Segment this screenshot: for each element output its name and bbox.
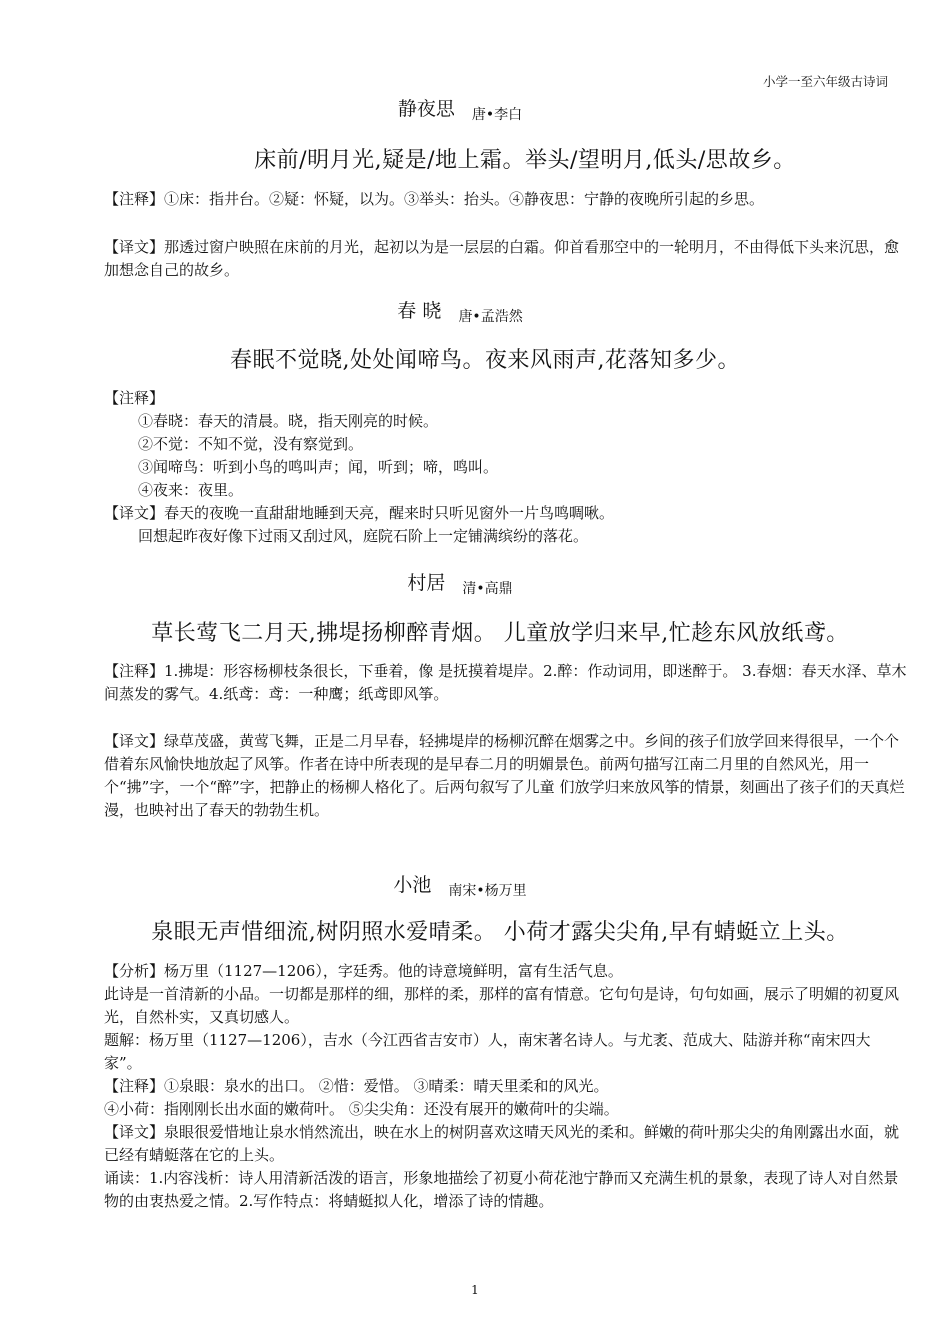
- translation-line: 【译文】春天的夜晚一直甜甜地睡到天亮，醒来时只听见窗外一片鸟鸣啁啾。: [104, 504, 615, 522]
- poem-verse-3: 草长莺飞二月天,拂堤扬柳醉青烟。 儿童放学归来早,忙趁东风放纸鸢。: [151, 621, 849, 646]
- poem-title-1: [300, 94, 620, 121]
- note-item: ④夜来：夜里。: [138, 481, 244, 499]
- poem-notes: 【注释】①泉眼：泉水的出口。 ②惜：爱惜。 ③晴柔：晴天里柔和的风光。: [104, 1077, 609, 1095]
- note-item: ③闻啼鸟：听到小鸟的鸣叫声；闻，听到；啼，鸣叫。: [138, 458, 499, 476]
- poem-translation: 【译文】泉眼很爱惜地让泉水悄然流出，映在水上的树阴喜欢这晴天风光的柔和。鲜嫩的荷叶那尖尖的角刚露出水面，就已经有蜻蜓落在它的上头。: [104, 1123, 900, 1164]
- translation-line: 回想起昨夜好像下过雨又刮过风，庭院石阶上一定铺满缤纷的落花。: [138, 527, 589, 545]
- poem-description: 此诗是一首清新的小品。一切都是那样的细，那样的柔，那样的富有情意。它句句是诗，句句如画，展示了明媚的初夏风光，自然朴实，又真切感人。: [104, 985, 900, 1026]
- poem-title-2: [300, 296, 620, 323]
- header-note: 小学一至六年级古诗词: [762, 74, 888, 89]
- poem-title-4: [300, 870, 620, 897]
- poem-title-text: 春 晓: [397, 300, 442, 322]
- page-number: 1: [471, 1283, 479, 1297]
- poem-title-3: [300, 568, 620, 595]
- poem-title-text: 村居: [407, 572, 446, 594]
- poem-verse-2: 春眠不觉晓,处处闻啼鸟。夜来风雨声,花落知多少。: [230, 348, 740, 373]
- poem-notes-2: [104, 387, 907, 548]
- poem-body-4: [104, 960, 907, 1213]
- notes-label: 【注释】: [104, 389, 165, 407]
- poem-author: 南宋•杨万里: [448, 883, 527, 899]
- poem-notes-3: 【注释】1.拂堤：形容杨柳枝条很长，下垂着，像 是抚摸着堤岸。2.醉：作动词用，即迷醉于。 3.春烟：春天水泽、草木间蒸发的雾气。4.纸鸢：鸢：一种鹰；纸鸢即风筝。: [104, 662, 907, 703]
- poem-author: 唐•孟浩然: [458, 309, 523, 325]
- poem-verse-1: 床前/明月光,疑是/地上霜。举头/望明月,低头/思故乡。: [254, 148, 796, 173]
- poem-notes: ④小荷：指刚刚长出水面的嫩荷叶。 ⑤尖尖角：还没有展开的嫩荷叶的尖端。: [104, 1100, 619, 1118]
- poem-analysis: 【分析】杨万里（1127—1206），字廷秀。他的诗意境鲜明，富有生活气息。: [104, 962, 623, 980]
- poem-title-text: 小池: [393, 874, 432, 896]
- poem-author: 清•高鼎: [462, 581, 513, 597]
- poem-reading: 诵读：1.内容浅析：诗人用清新活泼的语言，形象地描绘了初夏小荷花池宁静而又充满生机的景象，表现了诗人对自然景物的由衷热爱之情。2.写作特点：将蜻蜓拟人化，增添了诗的情趣。: [104, 1169, 899, 1210]
- note-item: ①春晓：春天的清晨。晓，指天刚亮的时候。: [138, 412, 439, 430]
- poem-author: 唐•李白: [471, 107, 523, 123]
- poem-notes-1: 【注释】①床：指井台。②疑：怀疑，以为。③举头：抬头。④静夜思：宁静的夜晚所引起的乡思。: [104, 190, 765, 208]
- poem-explanation: 题解：杨万里（1127—1206），吉水（今江西省吉安市）人，南宋著名诗人。与尤袤、范成大、陆游并称“南宋四大家”。: [104, 1031, 871, 1072]
- poem-translation-1: 【译文】那透过窗户映照在床前的月光，起初以为是一层层的白霜。仰首看那空中的一轮明月，不由得低下头来沉思，愈加想念自己的故乡。: [104, 238, 900, 279]
- poem-translation-3: 【译文】绿草茂盛，黄莺飞舞，正是二月早春，轻拂堤岸的杨柳沉醉在烟雾之中。乡间的孩子们放学回来得很早，一个个借着东风愉快地放起了风筝。作者在诗中所表现的是早春二月的明媚景色。前两句描写江南二月里的自然风光，用一个“拂”字，一个“醉”字，把静止的杨柳人格化了。后两句叙写了儿童 们放学归来放风筝的情景，刻画出了孩子们的天真烂漫，也映衬出了春天的勃勃生机。: [104, 732, 905, 819]
- poem-verse-4: 泉眼无声惜细流,树阴照水爱晴柔。 小荷才露尖尖角,早有蜻蜓立上头。: [151, 920, 849, 945]
- note-item: ②不觉：不知不觉，没有察觉到。: [138, 435, 364, 453]
- poem-title-text: 静夜思: [397, 98, 455, 120]
